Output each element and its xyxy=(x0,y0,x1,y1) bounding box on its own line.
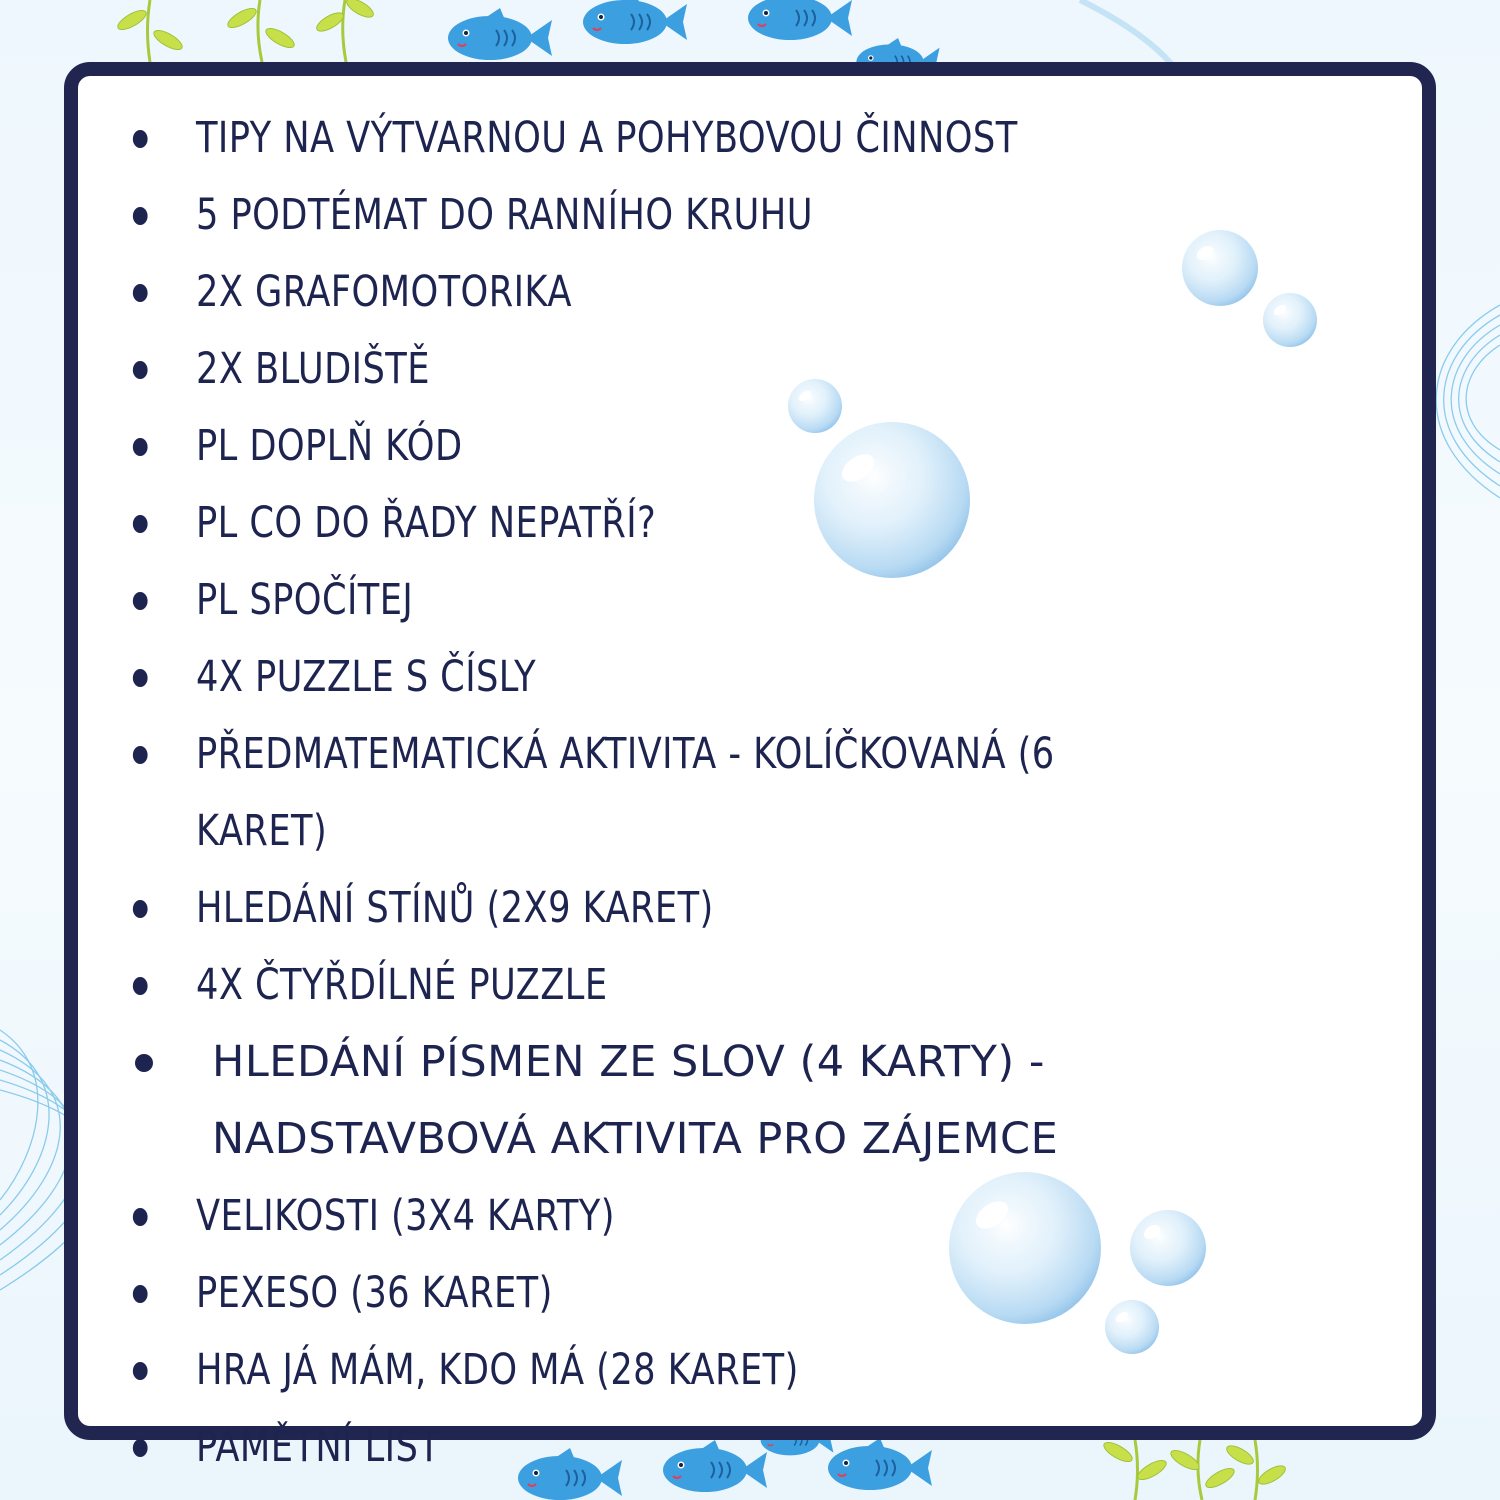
list-item: PAMĚTNÍ LIST xyxy=(123,1409,1189,1486)
fish-icon xyxy=(583,0,687,44)
list-item: PL DOPLŇ KÓD xyxy=(123,408,1189,485)
list-item: HLEDÁNÍ STÍNŮ (2X9 KARET) xyxy=(123,870,1189,947)
list-item: TIPY NA VÝTVARNOU A POHYBOVOU ČINNOST xyxy=(123,100,1189,177)
list-item: 5 PODTÉMAT DO RANNÍHO KRUHU xyxy=(123,177,1189,254)
item-list xyxy=(123,100,1423,1486)
list-item: VELIKOSTI (3X4 KARTY) xyxy=(123,1178,1189,1255)
list-item: PL SPOČÍTEJ xyxy=(123,562,1189,639)
list-item xyxy=(123,1024,1423,1178)
list-item: PL CO DO ŘADY NEPATŘÍ? xyxy=(123,485,1189,562)
list-item: PEXESO (36 KARET) xyxy=(123,1255,1189,1332)
fish-icon xyxy=(748,0,852,40)
wave-lines-right xyxy=(1436,305,1500,498)
content-card xyxy=(64,62,1436,1472)
list-item: 4X ČTYŘDÍLNÉ PUZZLE xyxy=(123,947,1189,1024)
list-item: 4X PUZZLE S ČÍSLY xyxy=(123,639,1189,716)
list-item-text: HLEDÁNÍ PÍSMEN ZE SLOV (4 KARTY) - NADSTAVBOVÁ AKTIVITA PRO ZÁJEMCE xyxy=(212,1037,1059,1164)
fish-icon xyxy=(448,8,552,60)
list-item: 2X GRAFOMOTORIKA xyxy=(123,254,1189,331)
list-item: 2X BLUDIŠTĚ xyxy=(123,331,1189,408)
seaweed-icon xyxy=(115,0,376,62)
list-item: HRA JÁ MÁM, KDO MÁ (28 KARET) xyxy=(123,1332,1189,1409)
list-item: PŘEDMATEMATICKÁ AKTIVITA - KOLÍČKOVANÁ (6 KARET) xyxy=(123,716,1189,870)
